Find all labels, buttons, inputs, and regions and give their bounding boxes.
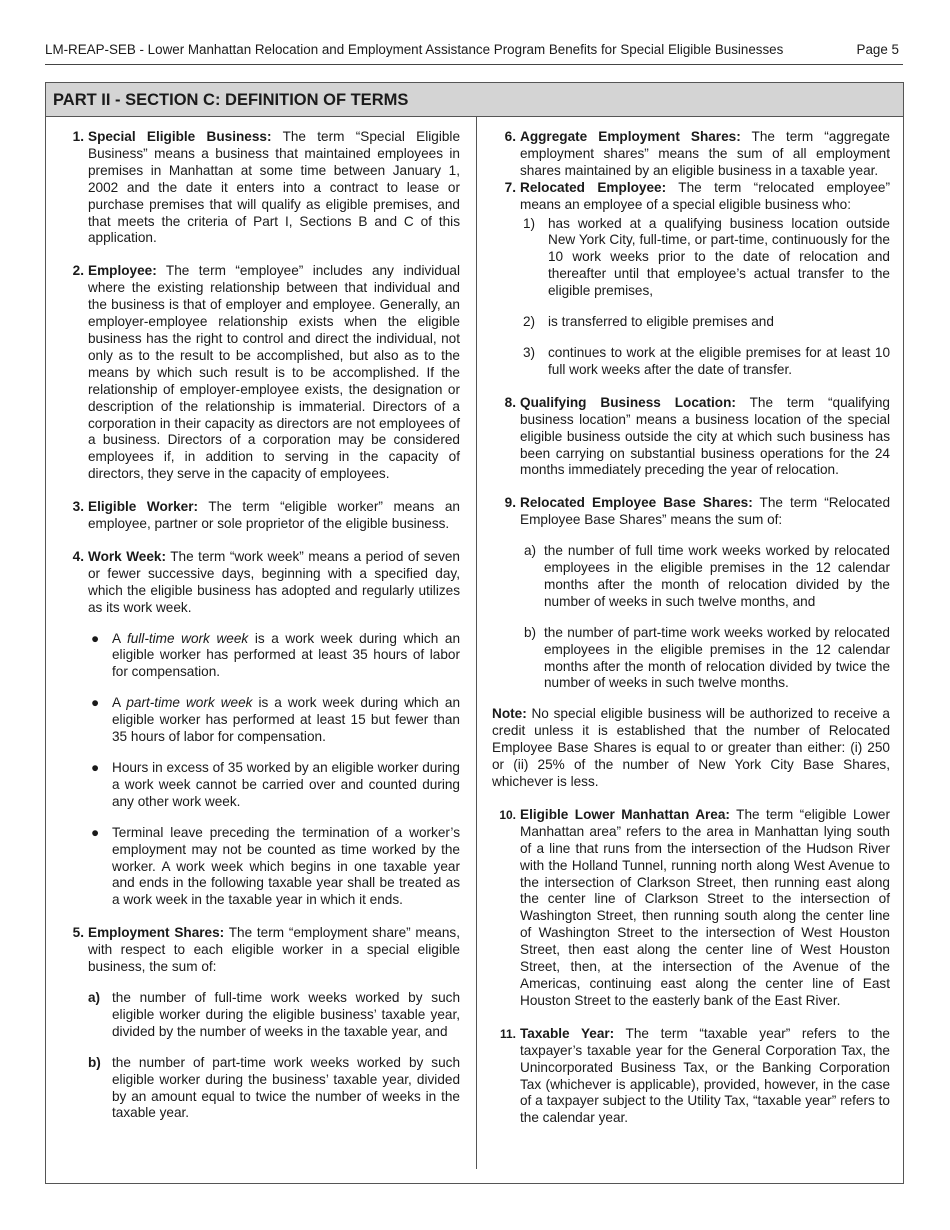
term-work-week [60, 549, 460, 909]
term-aggregate-employment-shares [492, 129, 890, 180]
item-number: 1. [72, 129, 84, 144]
term-definition: The term “aggregate employment shares” means the sum of all employment shares maintained by an eligible business in a taxable year. [520, 129, 890, 178]
sub-item-a [524, 543, 890, 611]
sub-label: b) [88, 1054, 101, 1070]
term-taxable-year [492, 1026, 890, 1127]
item-number: 2. [72, 263, 84, 279]
bullet-icon: ● [91, 760, 100, 775]
term-label: Eligible Lower Manhattan Area: [520, 806, 730, 822]
item-number: 5. [72, 925, 84, 941]
item-number: 7. [504, 179, 516, 195]
term-label: Qualifying Business Location: [520, 394, 736, 410]
term-label: Relocated Employee Base Shares: [520, 495, 753, 511]
term-label: Aggregate Employment Shares: [520, 129, 741, 144]
numbered-sub-item [520, 314, 890, 331]
term-definition: The term “eligible worker” means an employee, partner or sole proprietor of the eligible business. [88, 499, 460, 532]
bullet-item [88, 695, 460, 746]
sub-text: the number of full time work weeks worked by relocated employees in the eligible premises in the 12 calendar months after the month of relocation divided by the number of weeks in such twelve months, and [544, 543, 890, 609]
bullet-text: is a work week during which an eligible worker has performed at least 15 but fewer than 35 hours of labor for compensation. [112, 695, 461, 745]
left-column [60, 129, 460, 1138]
sub-label: a) [88, 989, 101, 1005]
sub-item-a [88, 990, 460, 1041]
bullet-emphasis: part-time work week [126, 695, 253, 711]
bullet-icon: ● [91, 824, 100, 840]
item-number: 4. [72, 548, 84, 564]
term-relocated-employee [492, 180, 890, 379]
sub-text: the number of part-time work weeks worked by such eligible worker during the business’ taxable year, divided by an amount equal to twice the number of weeks in the taxable year. [112, 1054, 460, 1121]
sub-item-b [88, 1055, 460, 1123]
term-employment-shares [60, 925, 460, 1122]
sub-label: b) [524, 624, 537, 640]
sub-text: has worked at a qualifying business location outside New York City, full-time, or part-time, continuously for the 10 work weeks prior to the date of relocation and thereafter until that employee’s actual transfer to the eligible premises, [548, 215, 890, 299]
sub-text: the number of full-time work weeks worked by such eligible worker during the eligible business’ taxable year, divided by the number of weeks in the taxable year, and [112, 989, 460, 1039]
bullet-text: A [112, 695, 127, 711]
term-eligible-lower-manhattan-area [492, 807, 890, 1010]
bullet-text: Hours in excess of 35 worked by an eligible worker during a work week cannot be carried over and counted during any other work week. [112, 760, 460, 809]
item-number: 6. [504, 129, 516, 144]
term-definition: The term “qualifying business location” means a business location of the special eligible business outside the city at which such business has been carrying on substantial business operations for the 24 months immediately preceding the year of relocation. [520, 394, 890, 478]
term-definition: The term “work week” means a period of seven or fewer successive days, beginning with a specified day, which the eligible business has adopted and regularly utilizes as its work week. [88, 548, 460, 615]
bullet-icon: ● [91, 630, 100, 646]
definitions-frame [45, 82, 904, 1184]
term-label: Relocated Employee: [520, 179, 667, 195]
term-definition: The term “employee” includes any individual where the existing relationship between that individual and the business is that of employer and employee. Generally, an employer-employee relationship exists when the eligible business has the right to control and direct the individual, not only as to the result to be accomplished, but also as to the means by which such result is to be accomplished. If the relationship of employer-employee exists, the designation or description of the relationship is immaterial. Directors of a corporation in their capacity as directors are not employees of a business. Directors of a corporation may be considered employees if, in addition to serving in the capacity of directors, they serve in the capacity of employees. [88, 263, 460, 482]
term-relocated-employee-base-shares [492, 495, 890, 692]
bullet-item [88, 631, 460, 682]
numbered-sub-item [520, 216, 890, 301]
term-definition: The term “taxable year” refers to the taxpayer’s taxable year for the General Corporation Tax, the Unincorporated Business Tax, or the Banking Corporation Tax (whichever is applicable), provided, however, in the case of a taxpayer subject to the Utility Tax, “taxable year” refers to the calendar year. [520, 1025, 890, 1126]
bullet-text: is a work week during which an eligible worker has performed at least 35 hours of labor for compensation. [112, 630, 460, 680]
term-label: Employment Shares: [88, 925, 225, 941]
sub-label: 1) [523, 215, 536, 231]
term-definition: The term “Relocated Employee Base Shares” means the sum of: [520, 495, 891, 528]
term-definition: The term “relocated employee” means an employee of a special eligible business who: [520, 179, 891, 212]
term-qualifying-business-location [492, 395, 890, 480]
term-eligible-worker [60, 499, 460, 533]
bullet-icon: ● [91, 695, 100, 711]
sub-text: the number of part-time work weeks worked by relocated employees in the eligible premises in the 12 calendar months after the month of relocation divided by twice the number of weeks in such twelve months. [544, 624, 890, 691]
right-column [492, 129, 890, 1143]
numbered-sub-item [520, 345, 890, 379]
note-label: Note: [492, 706, 527, 722]
bullet-text: Terminal leave preceding the termination of a worker’s employment may not be counted as time worked by the worker. A work week which begins in one taxable year and ends in the following taxable year shall be treated as a work week in the taxable year in which it ends. [112, 824, 460, 908]
section-title: PART II - SECTION C: DEFINITION OF TERMS [53, 91, 409, 109]
term-label: Employee: [88, 263, 157, 279]
sub-label: a) [524, 543, 537, 559]
term-label: Eligible Worker: [88, 499, 199, 515]
item-number: 10. [499, 807, 516, 822]
column-divider [476, 117, 477, 1169]
term-label: Taxable Year: [520, 1025, 615, 1041]
note-paragraph [492, 706, 890, 791]
term-label: Special Eligible Business: [88, 129, 272, 144]
item-number: 9. [504, 495, 516, 511]
item-number: 3. [72, 499, 84, 515]
sub-item-b [524, 625, 890, 693]
bullet-emphasis: full-time work week [126, 630, 249, 646]
sub-text: is transferred to eligible premises and [548, 314, 774, 330]
bullet-item [88, 825, 460, 910]
form-title: LM-REAP-SEB - Lower Manhattan Relocation and Employment Assistance Program Benefits for Special Eligible Businesses [45, 42, 784, 57]
term-employee [60, 263, 460, 483]
term-label: Work Week: [88, 548, 167, 564]
item-number: 11. [499, 1026, 516, 1041]
page-number: Page 5 [856, 42, 899, 57]
term-definition: The term “Special Eligible Business” means a business that maintained employees in premises in Manhattan at some time between January 1, 2002 and the date it enters into a contract to lease or purchase premises that will qualify as eligible premises, and that meets the criteria of Part I, Sections B and C of this application. [88, 129, 461, 246]
page-header [45, 42, 903, 65]
term-definition: The term “eligible Lower Manhattan area” refers to the area in Manhattan lying south of a line that runs from the intersection of the Hudson River with the Holland Tunnel, running north along West Avenue to the intersection of Clarkson Street, then running east along the center line of Clarkson Street to the intersection of Washington Street, then running south along the center line of Washington Street to the intersection of West Houston Street, then east along the center line of West Houston Street, then, at the intersection of the Avenue of the Americas, continuing east along the center line of East Houston Street to the easterly bank of the East River. [520, 806, 890, 1008]
sub-text: continues to work at the eligible premises for at least 10 full work weeks after the date of transfer. [548, 344, 890, 377]
item-number: 8. [504, 394, 516, 410]
term-definition: The term “employment share” means, with respect to each eligible worker in a special eligible business, the sum of: [88, 925, 460, 975]
term-special-eligible-business [60, 129, 460, 247]
sub-label: 3) [523, 344, 536, 360]
sub-label: 2) [523, 314, 536, 330]
note-text: No special eligible business will be authorized to receive a credit unless it is established that the number of Relocated Employee Base Shares is equal to or greater than either: (i) 250 or (ii) 25% of the number of New York City Base Shares, whichever is less. [492, 706, 890, 789]
bullet-text: A [112, 630, 127, 646]
bullet-item [88, 760, 460, 811]
section-title-band [46, 83, 903, 117]
